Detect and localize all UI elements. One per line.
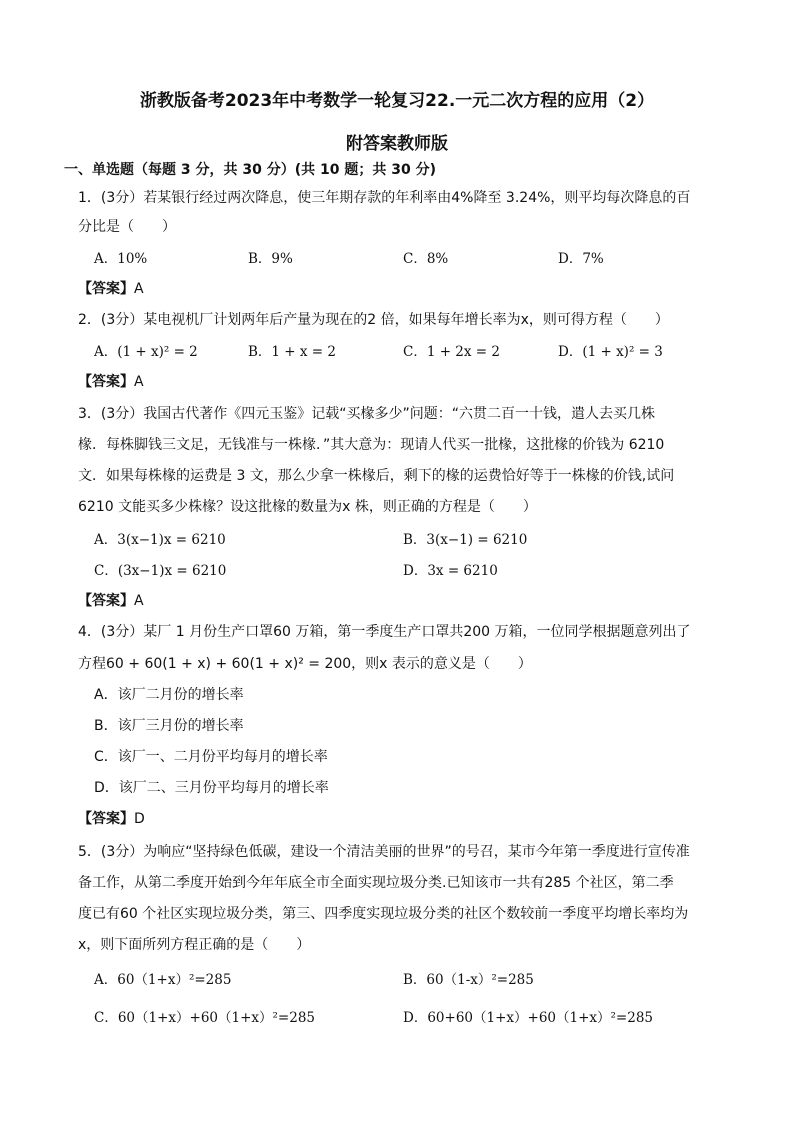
question-5-text: 度已有60 个社区实现垃圾分类，第三、四季度实现垃圾分类的社区个数较前一季度平均增长率均为 <box>78 906 689 922</box>
question-1-text: 1．(3分）若某银行经过两次降息，使三年期存款的年利率由4%降至 3.24%，则平均每次降息的百 <box>78 190 691 206</box>
question-1-answer <box>78 279 144 299</box>
document-title: 浙教版备考2023年中考数学一轮复习22.一元二次方程的应用（2） <box>139 91 655 111</box>
answer-label: 【答案】 <box>78 374 134 390</box>
question-2-option-d: D．(1 + x)² = 3 <box>558 344 663 360</box>
question-5-text: 5．(3分）为响应“坚持绿色低碳，建设一个清洁美丽的世界”的号召，某市今年第一季度进行宣传准 <box>78 844 690 860</box>
answer-value: A <box>134 593 144 609</box>
question-4-text: 4．(3分）某厂 1 月份生产口罩60 万箱，第一季度生产口罩共200 万箱，一位同学根据题意列出了 <box>78 624 691 640</box>
question-2-answer <box>78 372 144 392</box>
question-4-option-a: A．该厂二月份的增长率 <box>94 687 244 703</box>
question-5-option-d: D．60+60（1+x）+60（1+x）²=285 <box>403 1010 654 1026</box>
question-3-text: 文．如果每株椽的运费是 3 文，那么少拿一株椽后，剩下的椽的运费恰好等于一株椽的价钱,试问 <box>78 468 675 484</box>
question-3-option-a: A．3(x−1)x = 6210 <box>94 532 226 548</box>
question-3-option-d: D．3x = 6210 <box>403 563 498 579</box>
question-5-text: 备工作，从第二季度开始到今年年底全市全面实现垃圾分类.已知该市一共有285 个社区，第二季 <box>78 875 674 891</box>
question-1-text: 分比是（ ） <box>78 219 176 235</box>
question-1-option-d: D．7% <box>558 251 604 267</box>
question-2-option-b: B．1 + x = 2 <box>248 344 337 360</box>
answer-label: 【答案】 <box>78 281 134 297</box>
question-3-text: 椽．每株脚钱三文足，无钱准与一株椽．”其大意为：现请人代买一批椽，这批椽的价钱为 6210 <box>78 437 665 453</box>
question-4-option-d: D．该厂二、三月份平均每月的增长率 <box>94 780 329 796</box>
section-heading: 一、单选题（每题 3 分，共 30 分）(共 10 题；共 30 分) <box>64 162 436 178</box>
question-1-option-b: B．9% <box>248 251 293 267</box>
question-1-option-a: A．10% <box>94 251 148 267</box>
question-5-option-a: A．60（1+x）²=285 <box>94 972 232 988</box>
answer-label: 【答案】 <box>78 811 134 827</box>
question-3-option-b: B．3(x−1) = 6210 <box>403 532 528 548</box>
question-2-option-c: C．1 + 2x = 2 <box>403 344 500 360</box>
question-4-option-b: B．该厂三月份的增长率 <box>94 718 244 734</box>
answer-value: A <box>134 281 144 297</box>
question-3-answer <box>78 591 144 611</box>
question-4-text: 方程60 + 60(1 + x) + 60(1 + x)² = 200，则x 表示的意义是（ ） <box>78 656 532 672</box>
question-5-option-b: B．60（1-x）²=285 <box>403 972 534 988</box>
question-5-option-c: C．60（1+x）+60（1+x）²=285 <box>94 1010 316 1026</box>
question-3-option-c: C．(3x−1)x = 6210 <box>94 563 227 579</box>
question-2-option-a: A．(1 + x)² = 2 <box>94 344 198 360</box>
question-5-text: x，则下面所列方程正确的是（ ） <box>78 937 311 953</box>
question-2-text: 2．(3分）某电视机厂计划两年后产量为现在的2 倍，如果每年增长率为x，则可得方程（ ） <box>78 312 669 328</box>
answer-label: 【答案】 <box>78 593 134 609</box>
document-subtitle: 附答案教师版 <box>346 134 448 154</box>
question-3-text: 6210 文能买多少株椽？设这批椽的数量为x 株，则正确的方程是（ ） <box>78 499 537 515</box>
answer-value: D <box>134 811 145 827</box>
question-4-answer <box>78 809 145 829</box>
question-3-text: 3．(3分）我国古代著作《四元玉鉴》记载“买椽多少”问题：“六贯二百一十钱，遣人去买几株 <box>78 406 656 422</box>
question-4-option-c: C．该厂一、二月份平均每月的增长率 <box>94 749 328 765</box>
answer-value: A <box>134 374 144 390</box>
question-1-option-c: C．8% <box>403 251 449 267</box>
